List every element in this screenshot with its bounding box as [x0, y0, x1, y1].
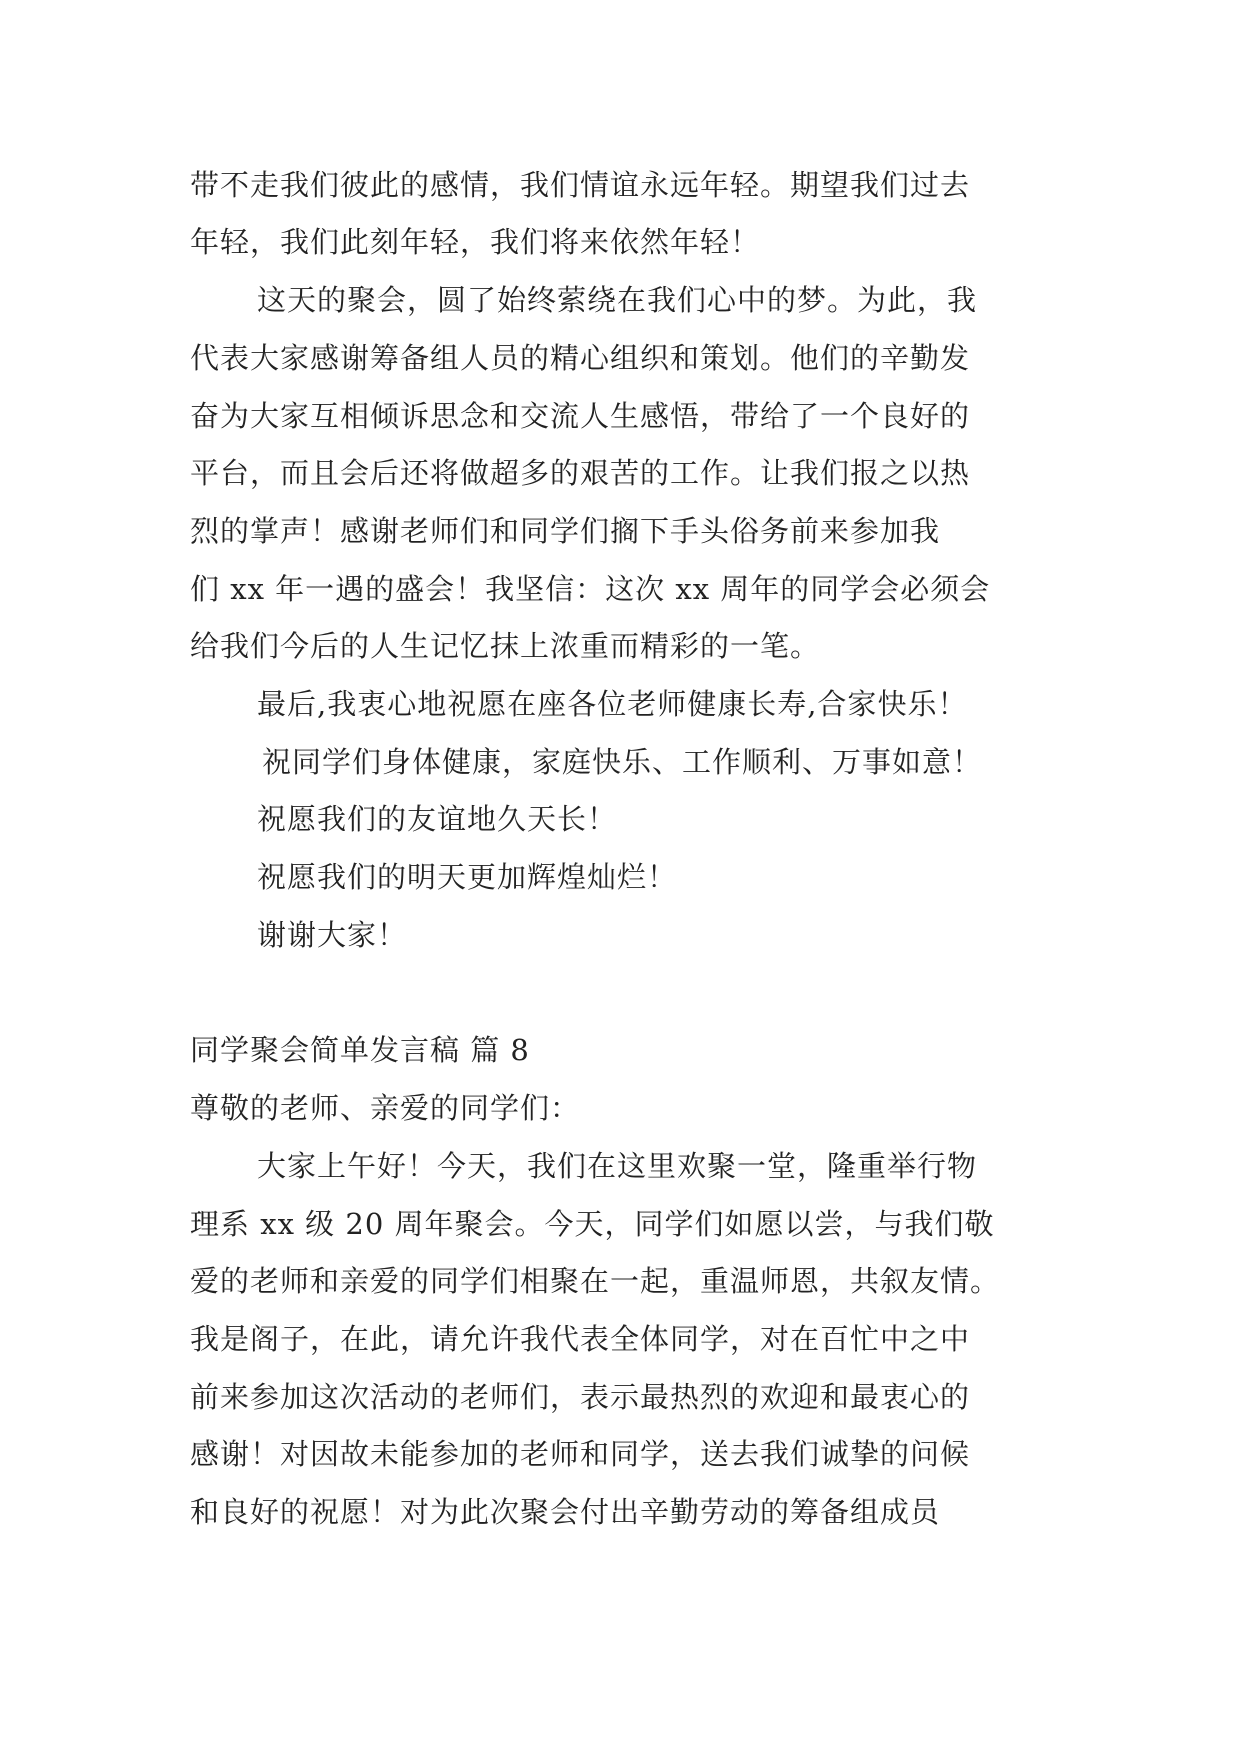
text-line: 奋为大家互相倾诉思念和交流人生感悟，带给了一个良好的 [190, 399, 971, 433]
text-line: 年轻，我们此刻年轻，我们将来依然年轻！ [190, 225, 761, 259]
text-line: 爱的老师和亲爱的同学们相聚在一起，重温师恩，共叙友情。 [190, 1264, 1001, 1298]
closing-line: 祝愿我们的友谊地久天长！ [257, 802, 618, 836]
text-line: 给我们今后的人生记忆抹上浓重而精彩的一笔。 [190, 629, 821, 663]
closing-line: 最后,我衷心地祝愿在座各位老师健康长寿,合家快乐！ [257, 687, 968, 721]
text-line: 理系 xx 级 20 周年聚会。今天，同学们如愿以尝，与我们敬 [190, 1207, 995, 1241]
text-line: 平台，而且会后还将做超多的艰苦的工作。让我们报之以热 [190, 456, 971, 490]
paragraph-start: 大家上午好！今天，我们在这里欢聚一堂，隆重举行物 [257, 1149, 978, 1183]
text-line: 烈的掌声！感谢老师们和同学们搁下手头俗务前来参加我 [190, 514, 941, 548]
section-heading: 同学聚会简单发言稿 篇 8 [190, 1033, 530, 1067]
text-line: 代表大家感谢筹备组人员的精心组织和策划。他们的辛勤发 [190, 341, 971, 375]
closing-line: 祝同学们身体健康，家庭快乐、工作顺利、万事如意！ [262, 745, 983, 779]
text-line: 我是阁子，在此，请允许我代表全体同学，对在百忙中之中 [190, 1322, 971, 1356]
closing-line: 祝愿我们的明天更加辉煌灿烂！ [257, 860, 678, 894]
text-line: 们 xx 年一遇的盛会！我坚信：这次 xx 周年的同学会必须会 [190, 572, 991, 606]
text-line: 前来参加这次活动的老师们，表示最热烈的欢迎和最衷心的 [190, 1380, 971, 1414]
text-line: 和良好的祝愿！对为此次聚会付出辛勤劳动的筹备组成员 [190, 1495, 941, 1529]
paragraph-start: 这天的聚会，圆了始终萦绕在我们心中的梦。为此，我 [257, 283, 978, 317]
text-line: 感谢！对因故未能参加的老师和同学，送去我们诚挚的问候 [190, 1437, 971, 1471]
text-line: 带不走我们彼此的感情，我们情谊永远年轻。期望我们过去 [190, 168, 971, 202]
closing-line: 谢谢大家！ [257, 918, 408, 952]
salutation: 尊敬的老师、亲爱的同学们： [190, 1091, 581, 1125]
